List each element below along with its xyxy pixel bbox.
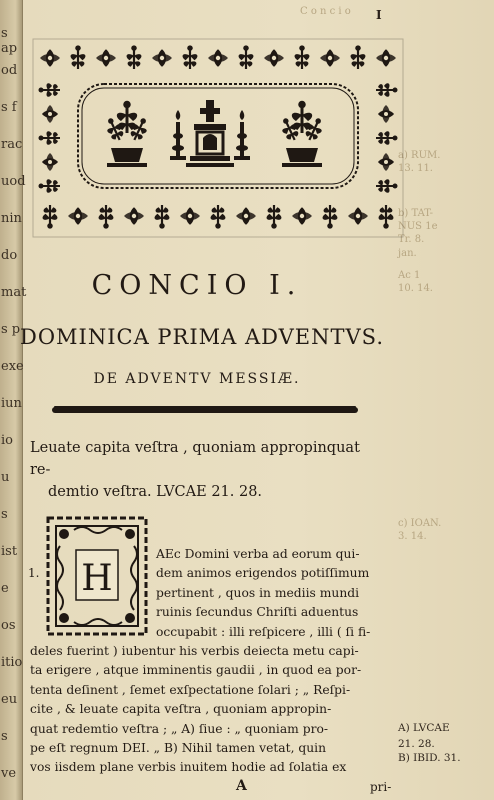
- border-leaf-ornament: [124, 207, 144, 225]
- body-line: quat redemtio veſtra ; „ A) ſiue : „ quoniam pro-: [30, 721, 329, 736]
- border-leaf-ornament: [180, 207, 200, 225]
- bleed-through-fragment: Ac 1: [398, 270, 421, 281]
- lemma-line: demtio veſtra. LVCAE 21. 28.: [48, 484, 263, 500]
- body-line: ta erigere , atque imminentis gaudii , in quod ea por-: [30, 663, 362, 678]
- lemma-line: Leuate capita veſtra , quoniam appropinquat re-: [30, 440, 360, 478]
- gutter-fragment: eu: [1, 692, 18, 707]
- body-line: tenta deſinent , ſemet exſpectatione ſolari ; „ Reſpi-: [30, 682, 351, 697]
- gutter-fragment: od: [1, 63, 18, 78]
- body-line: AEc Domini verba ad eorum qui-: [156, 547, 360, 561]
- border-leaf-ornament: [183, 45, 198, 69]
- border-leaf-ornament: [40, 49, 60, 67]
- border-leaf-ornament: [39, 179, 61, 193]
- gutter-fragment: s f: [1, 100, 17, 115]
- gutter-fragment: ve: [1, 766, 17, 781]
- border-leaf-ornament: [376, 179, 398, 193]
- border-leaf-ornament: [379, 205, 394, 229]
- sermon-occasion: DOMINICA PRIMA ADVENTVS.: [20, 325, 384, 349]
- gutter-fragment: mat: [1, 285, 27, 300]
- bleed-through-fragment: 10. 14.: [398, 283, 433, 294]
- bleed-through-fragment: c) IOAN.: [398, 518, 442, 529]
- bleed-through-fragment: jan.: [398, 248, 417, 259]
- sermon-title: CONCIO I.: [91, 270, 303, 301]
- paragraph-number: 1.: [28, 566, 40, 580]
- border-leaf-ornament: [39, 131, 61, 145]
- border-leaf-ornament: [208, 49, 228, 67]
- gutter-fragment: s: [1, 729, 8, 744]
- decorated-initial-letter: [44, 514, 150, 638]
- woodcut-headpiece-ornament: [32, 38, 404, 238]
- thick-rule-divider: [52, 407, 358, 413]
- border-leaf-ornament: [211, 205, 226, 229]
- border-leaf-ornament: [71, 45, 86, 69]
- body-line: deles fuerint ) iubentur his verbis deiecta metu capi-: [30, 644, 359, 658]
- border-leaf-ornament: [323, 205, 338, 229]
- border-leaf-ornament: [348, 207, 368, 225]
- margin-note-b: B) IBID. 31.: [398, 752, 461, 764]
- gutter-fragment: rac: [1, 137, 23, 152]
- gutter-fragment: iun: [1, 396, 22, 411]
- border-leaf-ornament: [378, 153, 394, 171]
- body-line: ruinis ſecundus Chriſti aduentus: [156, 605, 359, 620]
- signature-mark: A: [236, 778, 247, 794]
- bleed-through-fragment: C o n c i o: [300, 6, 351, 17]
- body-line: occupabit : illi reſpicere , illi ( ſi fi-: [156, 624, 371, 639]
- border-leaf-ornament: [376, 131, 398, 145]
- body-line: dem animos erigendos potiſſimum: [156, 566, 370, 581]
- margin-note-a-reference: 21. 28.: [398, 738, 435, 750]
- gutter-fragment: e: [1, 581, 9, 596]
- border-leaf-ornament: [39, 83, 61, 97]
- border-leaf-ornament: [99, 205, 114, 229]
- gutter-fragment: s ap: [1, 26, 18, 56]
- border-leaf-ornament: [378, 105, 394, 123]
- border-leaf-ornament: [376, 83, 398, 97]
- gutter-fragment: u: [1, 470, 10, 485]
- body-line: vos iisdem plane verbis inuitem hodie ad ſolatia ex: [30, 760, 347, 775]
- sermon-subject: DE ADVENTV MESSIÆ.: [93, 371, 301, 387]
- border-leaf-ornament: [239, 45, 254, 69]
- gutter-fragment: nin: [1, 211, 22, 226]
- body-line: pe eſt regnum DEI. „ B) Nihil tamen vetat, quin: [30, 741, 327, 755]
- bleed-through-fragment: a) RUM.: [398, 150, 441, 161]
- border-leaf-ornament: [127, 45, 142, 69]
- bleed-through-fragment: NUS 1e: [398, 221, 438, 232]
- border-leaf-ornament: [236, 207, 256, 225]
- border-leaf-ornament: [155, 205, 170, 229]
- border-leaf-ornament: [42, 105, 58, 123]
- body-line: cite , & leuate capita veſtra , quoniam appropin-: [30, 702, 332, 717]
- border-leaf-ornament: [292, 207, 312, 225]
- border-leaf-ornament: [68, 207, 88, 225]
- initial-letter-glyph: H: [81, 558, 113, 599]
- bleed-through-fragment: 3. 14.: [398, 531, 427, 542]
- gutter-fragment: io: [1, 433, 13, 448]
- gutter-fragment: itio: [1, 655, 23, 670]
- gutter-fragment: os: [1, 618, 16, 633]
- border-leaf-ornament: [320, 49, 340, 67]
- gutter-fragment: exe: [1, 359, 24, 374]
- facing-page-gutter: [0, 0, 27, 800]
- margin-note-a: A) LVCAE: [398, 722, 450, 734]
- border-leaf-ornament: [152, 49, 172, 67]
- gutter-fragment: s p: [1, 322, 21, 337]
- folio-number: I: [376, 8, 382, 22]
- catchword: pri-: [370, 780, 392, 794]
- body-line: pertinent , quos in mediis mundi: [156, 585, 360, 600]
- border-leaf-ornament: [43, 205, 58, 229]
- bleed-through-fragment: b) TAT-: [398, 208, 434, 219]
- border-leaf-ornament: [264, 49, 284, 67]
- gutter-fragment: ist: [1, 544, 18, 559]
- border-leaf-ornament: [267, 205, 282, 229]
- border-leaf-ornament: [376, 49, 396, 67]
- bleed-through-fragment: 13. 11.: [398, 163, 433, 174]
- gutter-fragment: uod: [1, 174, 26, 189]
- gutter-fragment: do: [1, 248, 18, 263]
- border-leaf-ornament: [96, 49, 116, 67]
- gutter-fragment: s: [1, 507, 8, 522]
- scripture-lemma: [30, 437, 380, 503]
- bleed-through-fragment: Tr. 8.: [398, 234, 425, 245]
- border-leaf-ornament: [42, 153, 58, 171]
- border-leaf-ornament: [295, 45, 310, 69]
- border-leaf-ornament: [351, 45, 366, 69]
